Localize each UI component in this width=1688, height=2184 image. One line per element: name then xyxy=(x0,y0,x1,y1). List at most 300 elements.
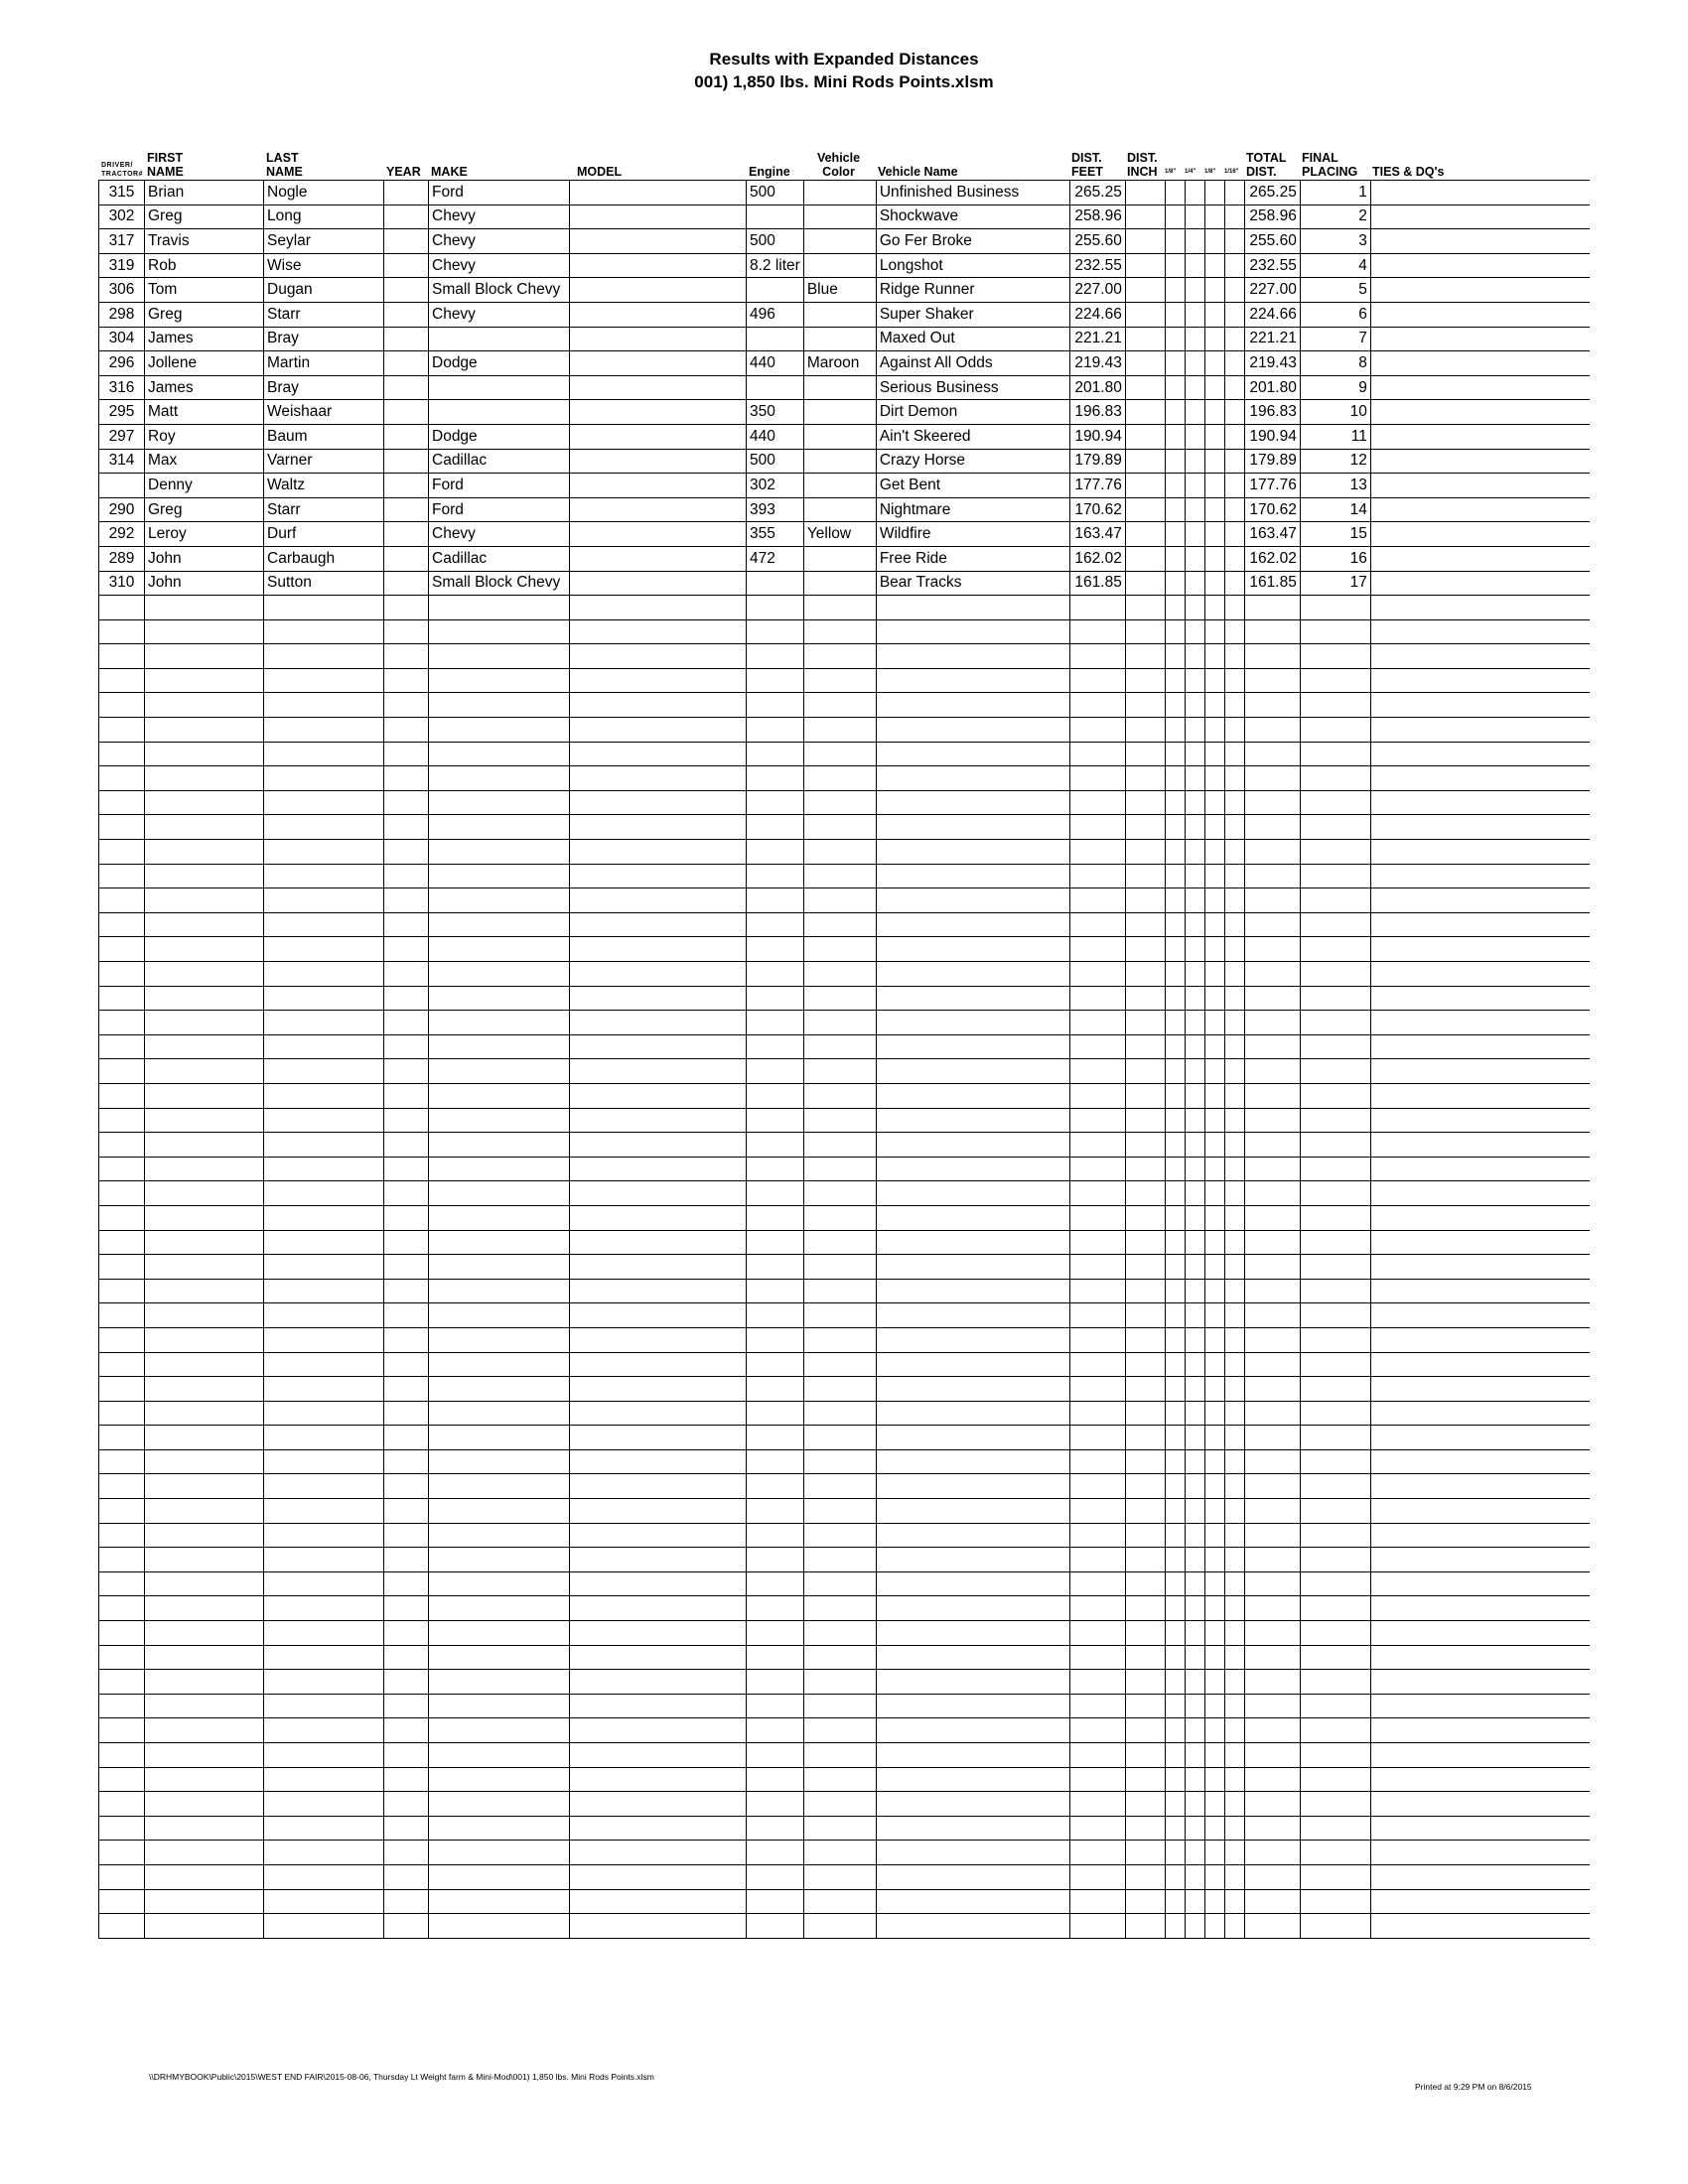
header-make-label: MAKE xyxy=(431,165,468,179)
cell-last xyxy=(264,1059,384,1084)
cell-make xyxy=(429,1841,570,1865)
cell-feet xyxy=(1069,864,1125,888)
cell-fraction xyxy=(1204,571,1224,596)
cell-fraction xyxy=(1165,888,1185,913)
cell-year xyxy=(384,1914,429,1939)
cell-place xyxy=(1300,1255,1370,1280)
cell-engine: 500 xyxy=(747,181,804,205)
cell-ties xyxy=(1370,1059,1590,1084)
cell-first xyxy=(145,1083,264,1108)
cell-total: 163.47 xyxy=(1244,522,1300,547)
cell-fraction xyxy=(1204,912,1224,937)
cell-first xyxy=(145,1718,264,1743)
cell-model xyxy=(570,1767,747,1792)
cell-model xyxy=(570,1426,747,1450)
cell-first xyxy=(145,1449,264,1474)
cell-model xyxy=(570,205,747,229)
cell-fraction xyxy=(1185,302,1204,327)
cell-fraction xyxy=(1185,619,1204,644)
cell-color xyxy=(803,1059,876,1084)
cell-fraction xyxy=(1125,327,1165,351)
cell-fraction xyxy=(1185,962,1204,987)
cell-feet: 162.02 xyxy=(1069,546,1125,571)
cell-model xyxy=(570,1523,747,1548)
cell-make xyxy=(429,1108,570,1133)
cell-ties xyxy=(1370,596,1590,620)
cell-make xyxy=(429,937,570,962)
cell-fraction xyxy=(1224,1571,1244,1596)
cell-fraction xyxy=(1125,1767,1165,1792)
cell-feet xyxy=(1069,1133,1125,1158)
cell-feet xyxy=(1069,1841,1125,1865)
cell-last xyxy=(264,1108,384,1133)
cell-ties xyxy=(1370,1279,1590,1303)
cell-place xyxy=(1300,1133,1370,1158)
cell-fraction xyxy=(1224,1059,1244,1084)
cell-fraction xyxy=(1165,1133,1185,1158)
cell-fraction xyxy=(1165,1230,1185,1255)
cell-place xyxy=(1300,1645,1370,1670)
cell-place xyxy=(1300,840,1370,865)
cell-fraction xyxy=(1125,1230,1165,1255)
cell-total xyxy=(1244,1279,1300,1303)
cell-last xyxy=(264,1645,384,1670)
cell-model xyxy=(570,1133,747,1158)
cell-fraction xyxy=(1224,1596,1244,1621)
cell-place: 17 xyxy=(1300,571,1370,596)
cell-year xyxy=(384,1889,429,1914)
cell-vehicle: Serious Business xyxy=(876,375,1069,400)
cell-place xyxy=(1300,1426,1370,1450)
cell-fraction xyxy=(1165,718,1185,743)
cell-feet xyxy=(1069,912,1125,937)
cell-fraction xyxy=(1204,1474,1224,1499)
cell-ties xyxy=(1370,1792,1590,1817)
cell-num xyxy=(99,1083,145,1108)
cell-fraction xyxy=(1224,1108,1244,1133)
cell-ties xyxy=(1370,1449,1590,1474)
table-row xyxy=(99,1230,1591,1255)
cell-num xyxy=(99,1133,145,1158)
cell-fraction xyxy=(1165,644,1185,669)
cell-ties xyxy=(1370,742,1590,766)
footer-printed-time: Printed at 9:29 PM on 8/6/2015 xyxy=(1415,2082,1532,2092)
cell-first: Greg xyxy=(145,302,264,327)
cell-make xyxy=(429,1230,570,1255)
cell-model xyxy=(570,1645,747,1670)
cell-fraction xyxy=(1224,1718,1244,1743)
cell-make xyxy=(429,1718,570,1743)
cell-feet xyxy=(1069,742,1125,766)
cell-model xyxy=(570,1914,747,1939)
cell-ties xyxy=(1370,1205,1590,1230)
cell-year xyxy=(384,1792,429,1817)
cell-fraction xyxy=(1185,1694,1204,1718)
cell-first xyxy=(145,1426,264,1450)
cell-fraction xyxy=(1204,1889,1224,1914)
cell-feet xyxy=(1069,1426,1125,1450)
header-frac-3-label: 1/8" xyxy=(1204,169,1216,175)
cell-place xyxy=(1300,912,1370,937)
cell-fraction xyxy=(1165,962,1185,987)
cell-feet xyxy=(1069,1645,1125,1670)
cell-engine xyxy=(747,1426,804,1450)
cell-num xyxy=(99,1621,145,1646)
cell-place xyxy=(1300,790,1370,815)
cell-year xyxy=(384,1571,429,1596)
cell-fraction xyxy=(1125,546,1165,571)
cell-model xyxy=(570,693,747,718)
cell-fraction xyxy=(1204,1303,1224,1328)
cell-fraction xyxy=(1185,229,1204,254)
cell-fraction xyxy=(1185,1621,1204,1646)
cell-num: 319 xyxy=(99,253,145,278)
cell-total xyxy=(1244,1841,1300,1865)
cell-make xyxy=(429,1083,570,1108)
cell-year xyxy=(384,718,429,743)
table-row xyxy=(99,1743,1591,1768)
cell-vehicle xyxy=(876,962,1069,987)
cell-fraction xyxy=(1224,1499,1244,1524)
table-row xyxy=(99,1133,1591,1158)
cell-fraction xyxy=(1125,424,1165,449)
cell-fraction xyxy=(1125,1743,1165,1768)
cell-make xyxy=(429,644,570,669)
cell-first xyxy=(145,1279,264,1303)
cell-place xyxy=(1300,718,1370,743)
cell-ties xyxy=(1370,449,1590,474)
cell-fraction xyxy=(1165,571,1185,596)
cell-engine xyxy=(747,1059,804,1084)
cell-fraction xyxy=(1165,1083,1185,1108)
cell-feet xyxy=(1069,693,1125,718)
cell-fraction xyxy=(1165,1548,1185,1572)
cell-make: Chevy xyxy=(429,522,570,547)
cell-ties xyxy=(1370,1303,1590,1328)
cell-fraction xyxy=(1185,449,1204,474)
cell-first xyxy=(145,1596,264,1621)
cell-fraction xyxy=(1204,668,1224,693)
cell-year xyxy=(384,840,429,865)
cell-first: James xyxy=(145,375,264,400)
cell-make xyxy=(429,1523,570,1548)
cell-first xyxy=(145,1864,264,1889)
table-row xyxy=(99,253,1591,278)
cell-make: Chevy xyxy=(429,253,570,278)
cell-fraction xyxy=(1185,644,1204,669)
cell-num: 296 xyxy=(99,351,145,376)
cell-last: Bray xyxy=(264,375,384,400)
cell-engine xyxy=(747,1548,804,1572)
cell-last xyxy=(264,1792,384,1817)
table-row xyxy=(99,644,1591,669)
cell-engine xyxy=(747,1499,804,1524)
cell-first xyxy=(145,962,264,987)
results-table xyxy=(98,180,1590,1939)
cell-fraction xyxy=(1224,986,1244,1011)
cell-feet: 219.43 xyxy=(1069,351,1125,376)
table-row xyxy=(99,1303,1591,1328)
table-row xyxy=(99,766,1591,791)
cell-color xyxy=(803,1571,876,1596)
table-row xyxy=(99,1694,1591,1718)
cell-last xyxy=(264,1694,384,1718)
cell-year xyxy=(384,912,429,937)
cell-year xyxy=(384,474,429,498)
cell-make: Chevy xyxy=(429,205,570,229)
cell-fraction xyxy=(1224,449,1244,474)
cell-color xyxy=(803,229,876,254)
cell-ties xyxy=(1370,1571,1590,1596)
cell-make xyxy=(429,1205,570,1230)
cell-first xyxy=(145,1571,264,1596)
table-row xyxy=(99,888,1591,913)
cell-ties xyxy=(1370,668,1590,693)
cell-ties xyxy=(1370,1157,1590,1181)
cell-vehicle xyxy=(876,1303,1069,1328)
cell-fraction xyxy=(1204,1645,1224,1670)
cell-vehicle xyxy=(876,1718,1069,1743)
cell-fraction xyxy=(1125,1523,1165,1548)
cell-fraction xyxy=(1185,1230,1204,1255)
cell-fraction xyxy=(1185,815,1204,840)
header-final-top: FINAL xyxy=(1302,151,1338,165)
cell-total xyxy=(1244,1011,1300,1035)
cell-feet xyxy=(1069,619,1125,644)
cell-fraction xyxy=(1165,1596,1185,1621)
cell-year xyxy=(384,1108,429,1133)
cell-fraction xyxy=(1204,1571,1224,1596)
cell-ties xyxy=(1370,1474,1590,1499)
cell-fraction xyxy=(1165,1352,1185,1377)
cell-year xyxy=(384,1645,429,1670)
cell-vehicle: Dirt Demon xyxy=(876,400,1069,425)
cell-place xyxy=(1300,1694,1370,1718)
cell-fraction xyxy=(1125,912,1165,937)
cell-fraction xyxy=(1224,912,1244,937)
cell-engine xyxy=(747,1670,804,1695)
cell-first xyxy=(145,1205,264,1230)
cell-total xyxy=(1244,864,1300,888)
cell-vehicle xyxy=(876,815,1069,840)
cell-fraction xyxy=(1165,1571,1185,1596)
header-driver-top: DRIVER/ xyxy=(101,162,133,169)
cell-feet: 161.85 xyxy=(1069,571,1125,596)
cell-vehicle xyxy=(876,1841,1069,1865)
cell-vehicle xyxy=(876,1230,1069,1255)
cell-fraction xyxy=(1125,351,1165,376)
header-driver-bottom: TRACTOR# xyxy=(101,171,143,178)
cell-year xyxy=(384,1377,429,1402)
cell-vehicle xyxy=(876,1133,1069,1158)
cell-model xyxy=(570,986,747,1011)
header-year-label: YEAR xyxy=(386,165,421,179)
cell-feet xyxy=(1069,888,1125,913)
cell-place: 2 xyxy=(1300,205,1370,229)
cell-feet xyxy=(1069,790,1125,815)
cell-year xyxy=(384,253,429,278)
cell-engine: 440 xyxy=(747,424,804,449)
cell-fraction xyxy=(1185,1571,1204,1596)
cell-fraction xyxy=(1185,668,1204,693)
cell-vehicle xyxy=(876,1474,1069,1499)
cell-color xyxy=(803,1718,876,1743)
cell-vehicle xyxy=(876,790,1069,815)
cell-feet xyxy=(1069,1864,1125,1889)
cell-fraction xyxy=(1224,571,1244,596)
cell-total xyxy=(1244,1718,1300,1743)
cell-vehicle xyxy=(876,1596,1069,1621)
cell-make xyxy=(429,1426,570,1450)
cell-fraction xyxy=(1185,1034,1204,1059)
cell-fraction xyxy=(1224,1767,1244,1792)
cell-feet: 227.00 xyxy=(1069,278,1125,303)
cell-ties xyxy=(1370,205,1590,229)
cell-year xyxy=(384,1426,429,1450)
cell-fraction xyxy=(1125,790,1165,815)
cell-first xyxy=(145,815,264,840)
cell-ties xyxy=(1370,815,1590,840)
cell-ties xyxy=(1370,912,1590,937)
cell-fraction xyxy=(1204,840,1224,865)
cell-num: 306 xyxy=(99,278,145,303)
cell-fraction xyxy=(1185,1352,1204,1377)
cell-fraction xyxy=(1125,742,1165,766)
cell-place: 10 xyxy=(1300,400,1370,425)
cell-fraction xyxy=(1185,1255,1204,1280)
header-dist-feet xyxy=(1068,147,1124,179)
cell-make xyxy=(429,1133,570,1158)
cell-place xyxy=(1300,986,1370,1011)
cell-fraction xyxy=(1125,596,1165,620)
cell-last xyxy=(264,1914,384,1939)
cell-fraction xyxy=(1185,1914,1204,1939)
cell-last xyxy=(264,1864,384,1889)
cell-color xyxy=(803,205,876,229)
cell-model xyxy=(570,522,747,547)
cell-vehicle xyxy=(876,1864,1069,1889)
cell-fraction xyxy=(1185,522,1204,547)
cell-last: Carbaugh xyxy=(264,546,384,571)
cell-model xyxy=(570,1548,747,1572)
cell-num xyxy=(99,1548,145,1572)
cell-model xyxy=(570,375,747,400)
cell-place xyxy=(1300,1059,1370,1084)
table-row xyxy=(99,351,1591,376)
cell-fraction xyxy=(1204,497,1224,522)
cell-fraction xyxy=(1165,351,1185,376)
cell-color xyxy=(803,1034,876,1059)
cell-first xyxy=(145,718,264,743)
cell-model xyxy=(570,1596,747,1621)
table-row xyxy=(99,1401,1591,1426)
cell-total xyxy=(1244,1108,1300,1133)
cell-vehicle xyxy=(876,718,1069,743)
cell-place xyxy=(1300,1548,1370,1572)
table-row xyxy=(99,546,1591,571)
table-row xyxy=(99,596,1591,620)
cell-fraction xyxy=(1165,1792,1185,1817)
cell-last xyxy=(264,1449,384,1474)
cell-fraction xyxy=(1165,766,1185,791)
cell-fraction xyxy=(1224,1889,1244,1914)
cell-last xyxy=(264,1181,384,1206)
results-table-body xyxy=(99,181,1591,1939)
cell-color xyxy=(803,1596,876,1621)
cell-engine xyxy=(747,937,804,962)
cell-fraction xyxy=(1165,1718,1185,1743)
cell-fraction xyxy=(1204,1670,1224,1695)
cell-engine xyxy=(747,1596,804,1621)
cell-feet xyxy=(1069,1767,1125,1792)
cell-first xyxy=(145,1327,264,1352)
cell-fraction xyxy=(1165,1327,1185,1352)
cell-fraction xyxy=(1224,497,1244,522)
cell-place: 12 xyxy=(1300,449,1370,474)
cell-year xyxy=(384,1718,429,1743)
cell-fraction xyxy=(1165,864,1185,888)
cell-total: 190.94 xyxy=(1244,424,1300,449)
cell-engine xyxy=(747,1523,804,1548)
cell-first xyxy=(145,1157,264,1181)
cell-fraction xyxy=(1185,1083,1204,1108)
table-row xyxy=(99,1596,1591,1621)
cell-make: Chevy xyxy=(429,302,570,327)
cell-num xyxy=(99,986,145,1011)
cell-place: 14 xyxy=(1300,497,1370,522)
cell-fraction xyxy=(1224,815,1244,840)
cell-first: Travis xyxy=(145,229,264,254)
header-final-bottom: PLACING xyxy=(1302,165,1358,179)
cell-feet xyxy=(1069,1670,1125,1695)
cell-fraction xyxy=(1125,497,1165,522)
cell-total: 221.21 xyxy=(1244,327,1300,351)
cell-place xyxy=(1300,1670,1370,1695)
cell-first xyxy=(145,1303,264,1328)
cell-make: Cadillac xyxy=(429,449,570,474)
cell-ties xyxy=(1370,1670,1590,1695)
header-frac-4 xyxy=(1223,147,1243,179)
cell-engine xyxy=(747,668,804,693)
table-row xyxy=(99,1011,1591,1035)
cell-fraction xyxy=(1125,840,1165,865)
cell-total xyxy=(1244,619,1300,644)
cell-make xyxy=(429,815,570,840)
cell-last xyxy=(264,1670,384,1695)
cell-year xyxy=(384,1596,429,1621)
cell-last xyxy=(264,1083,384,1108)
cell-feet xyxy=(1069,1523,1125,1548)
cell-engine xyxy=(747,1352,804,1377)
cell-fraction xyxy=(1165,1523,1185,1548)
cell-vehicle: Free Ride xyxy=(876,546,1069,571)
cell-num xyxy=(99,1279,145,1303)
cell-year xyxy=(384,1621,429,1646)
cell-vehicle xyxy=(876,596,1069,620)
cell-fraction xyxy=(1224,1377,1244,1402)
cell-first xyxy=(145,1645,264,1670)
cell-ties xyxy=(1370,1108,1590,1133)
cell-fraction xyxy=(1185,693,1204,718)
cell-vehicle xyxy=(876,1767,1069,1792)
cell-color xyxy=(803,1914,876,1939)
cell-engine xyxy=(747,205,804,229)
table-row xyxy=(99,986,1591,1011)
header-final-placing xyxy=(1299,147,1369,179)
cell-total: 255.60 xyxy=(1244,229,1300,254)
cell-ties xyxy=(1370,1694,1590,1718)
cell-fraction xyxy=(1185,1401,1204,1426)
